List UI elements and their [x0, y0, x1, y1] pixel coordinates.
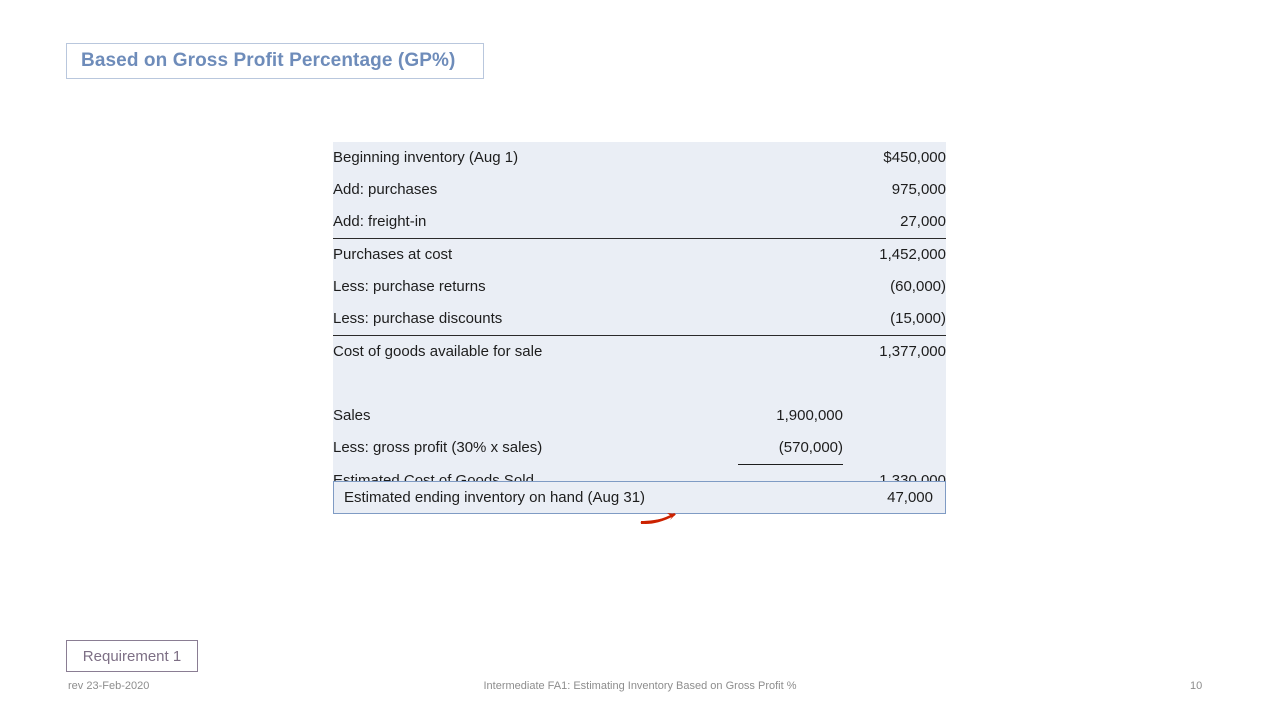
row-mid-value	[738, 239, 843, 272]
requirement-badge	[66, 640, 198, 672]
row-amount: 975,000	[891, 181, 946, 198]
spacer-cell	[738, 368, 843, 400]
row-label: Purchases at cost	[333, 246, 453, 263]
row-label: Less: purchase returns	[333, 278, 486, 295]
table-row	[333, 271, 946, 303]
footer-page-number: 10	[1190, 680, 1203, 692]
table-row	[333, 336, 946, 369]
highlight-row-label: Estimated ending inventory on hand (Aug 31)	[344, 489, 646, 506]
row-mid-value	[738, 303, 843, 336]
row-mid-value: 1,900,000	[776, 407, 843, 424]
inventory-estimate-table	[333, 142, 946, 497]
row-amount	[843, 400, 946, 432]
row-amount: $450,000	[883, 149, 946, 166]
table-spacer-row	[333, 368, 946, 400]
highlight-row-amount: 47,000	[887, 489, 933, 506]
row-mid-value	[738, 271, 843, 303]
row-amount	[843, 432, 946, 465]
footer-revision: rev 23-Feb-2020	[68, 680, 150, 692]
page-title: Based on Gross Profit Percentage (GP%)	[81, 50, 456, 71]
table-row	[333, 174, 946, 206]
table-row	[333, 432, 946, 465]
row-label: Add: freight-in	[333, 206, 738, 239]
row-mid-value	[738, 206, 843, 239]
table-row	[333, 206, 946, 239]
requirement-badge-label: Requirement 1	[82, 647, 182, 665]
table-row	[333, 400, 946, 432]
row-amount: 1,452,000	[879, 246, 946, 263]
row-amount: 1,377,000	[879, 343, 946, 360]
row-amount: (15,000)	[843, 303, 946, 336]
row-label: Beginning inventory (Aug 1)	[333, 149, 519, 166]
row-mid-value	[738, 142, 843, 174]
table-row	[333, 303, 946, 336]
table-row	[333, 239, 946, 272]
footer-course-title: Intermediate FA1: Estimating Inventory Based on Gross Profit %	[483, 680, 797, 692]
red-arrow-annotation-icon	[640, 511, 680, 531]
row-mid-value: (570,000)	[738, 432, 843, 465]
row-label: Cost of goods available for sale	[333, 343, 543, 360]
spacer-cell	[333, 368, 738, 400]
row-label: Less: purchase discounts	[333, 303, 738, 336]
table-row	[333, 142, 946, 174]
row-amount: (60,000)	[890, 278, 946, 295]
highlighted-result-row	[333, 481, 946, 514]
slide-title-box	[66, 43, 484, 79]
row-mid-value	[738, 336, 843, 369]
row-amount: 27,000	[843, 206, 946, 239]
row-label: Add: purchases	[333, 181, 438, 198]
statement-rows	[333, 142, 946, 497]
row-label: Less: gross profit (30% x sales)	[333, 439, 543, 457]
row-mid-value	[738, 174, 843, 206]
spacer-cell	[843, 368, 946, 400]
row-label: Sales	[333, 407, 371, 424]
